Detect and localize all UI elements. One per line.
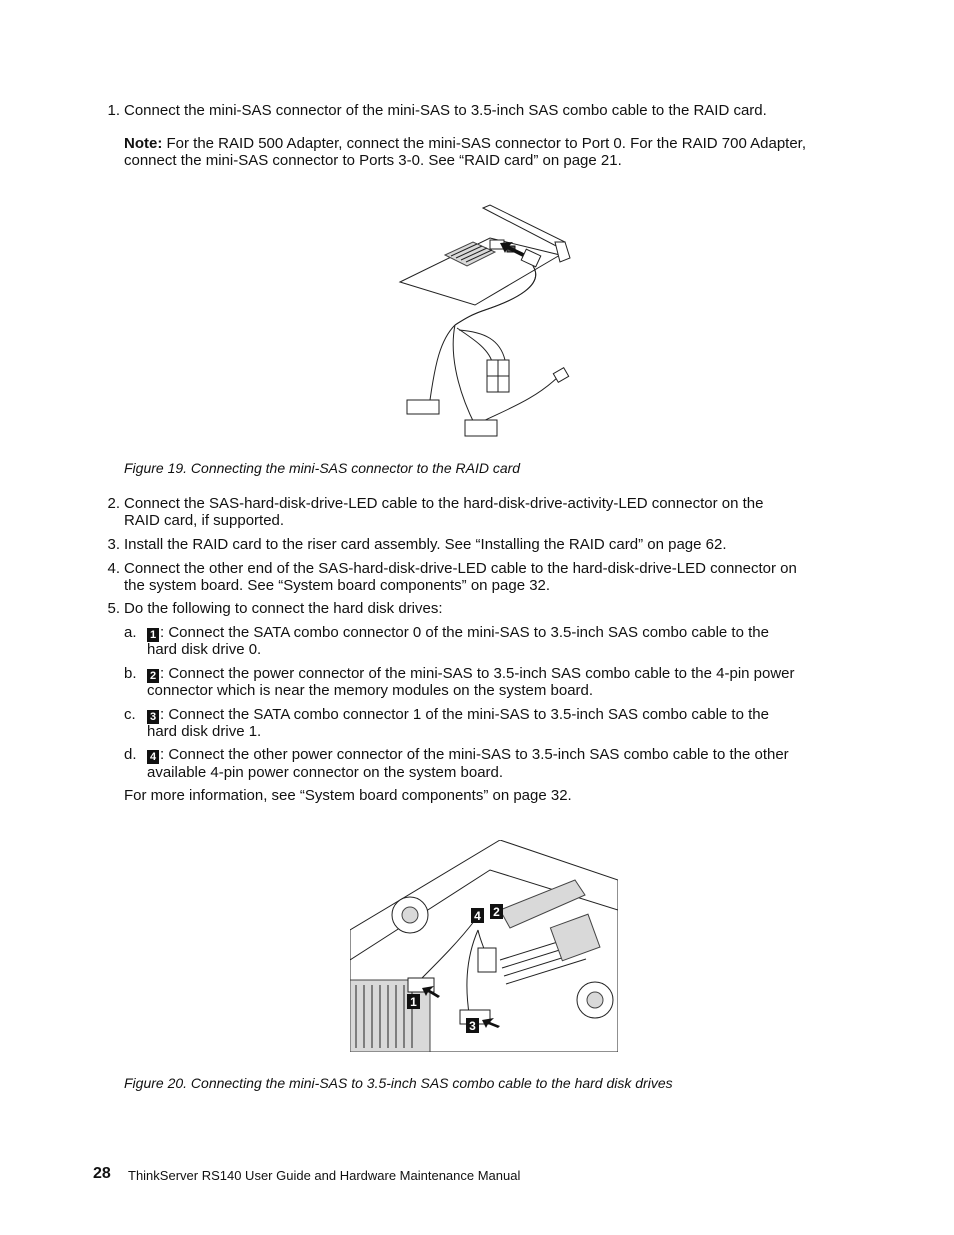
callout-1: 1 bbox=[147, 628, 159, 642]
step-4-line-2: the system board. See “System board components” on page 32. bbox=[124, 577, 551, 594]
substep-a-line-2: hard disk drive 0. bbox=[147, 641, 262, 658]
more-info-text: For more information, see “System board components” on page 32. bbox=[124, 787, 572, 804]
substep-b-line-1 bbox=[147, 665, 795, 683]
substep-c-line-1 bbox=[147, 706, 769, 724]
callout-label-2 bbox=[490, 904, 503, 919]
step-1-text: Connect the mini-SAS connector of the mini-SAS to 3.5-inch SAS combo cable to the RAID card. bbox=[124, 102, 767, 119]
substep-a-letter: a. bbox=[124, 624, 137, 641]
note-label: Note: bbox=[124, 135, 163, 152]
figure-20-illustration bbox=[350, 840, 618, 1052]
step-2-line-2: RAID card, if supported. bbox=[124, 512, 285, 529]
substep-c-text: : Connect the SATA combo connector 1 of the mini-SAS to 3.5-inch SAS combo cable to the bbox=[160, 706, 769, 723]
step-1-note-line-1 bbox=[124, 135, 806, 153]
sata-connector-1 bbox=[465, 420, 497, 436]
step-3-number: 3. bbox=[107, 536, 120, 553]
step-1-note-line-2: connect the mini-SAS connector to Ports 3-0. See “RAID card” on page 21. bbox=[124, 152, 622, 169]
substep-b-line-2: connector which is near the memory modules on the system board. bbox=[147, 682, 594, 699]
substep-c-letter: c. bbox=[124, 706, 136, 723]
step-5-text: Do the following to connect the hard disk drives: bbox=[124, 600, 443, 617]
substep-d-line-2: available 4-pin power connector on the system board. bbox=[147, 764, 504, 781]
figure-20-caption: Figure 20. Connecting the mini-SAS to 3.5-inch SAS combo cable to the hard disk drives bbox=[124, 1075, 673, 1091]
step-2-number: 2. bbox=[107, 495, 120, 512]
callout-label-3 bbox=[466, 1018, 479, 1033]
step-1-number: 1. bbox=[107, 102, 120, 119]
substep-d-text: : Connect the other power connector of the mini-SAS to 3.5-inch SAS combo cable to the other bbox=[160, 746, 789, 763]
substep-d-line-1 bbox=[147, 746, 789, 764]
callout-3: 3 bbox=[147, 710, 159, 724]
step-2-line-1: Connect the SAS-hard-disk-drive-LED cable to the hard-disk-drive-activity-LED connector on the bbox=[124, 495, 764, 512]
substep-c-line-2: hard disk drive 1. bbox=[147, 723, 262, 740]
callout-label-1 bbox=[407, 994, 420, 1009]
footer-title: ThinkServer RS140 User Guide and Hardware Maintenance Manual bbox=[128, 1168, 521, 1183]
page-number: 28 bbox=[93, 1165, 111, 1182]
callout-label-4-text: 4 bbox=[474, 909, 481, 923]
step-3-text: Install the RAID card to the riser card assembly. See “Installing the RAID card” on page 62. bbox=[124, 536, 727, 553]
callout-4: 4 bbox=[147, 750, 159, 764]
callout-label-2-text: 2 bbox=[493, 905, 500, 919]
figure-19-caption: Figure 19. Connecting the mini-SAS connector to the RAID card bbox=[124, 460, 521, 476]
step-4-number: 4. bbox=[107, 560, 120, 577]
callout-2: 2 bbox=[147, 669, 159, 683]
callout-label-1-text: 1 bbox=[410, 995, 417, 1009]
sata-connector-hdd0 bbox=[408, 978, 434, 992]
substep-b-text: : Connect the power connector of the mini-SAS to 3.5-inch SAS combo cable to the 4-pin power bbox=[160, 665, 795, 682]
note-text: For the RAID 500 Adapter, connect the mini-SAS connector to Port 0. For the RAID 700 Adapter, bbox=[166, 135, 807, 152]
power-connector-4pin bbox=[478, 948, 496, 972]
step-5-number: 5. bbox=[107, 600, 120, 617]
substep-a-line-1 bbox=[147, 624, 769, 642]
substep-a-text: : Connect the SATA combo connector 0 of the mini-SAS to 3.5-inch SAS combo cable to the bbox=[160, 624, 769, 641]
sata-connector-0 bbox=[407, 400, 439, 414]
step-4-line-1: Connect the other end of the SAS-hard-disk-drive-LED cable to the hard-disk-drive-LED connector on bbox=[124, 560, 797, 577]
led-connector bbox=[553, 368, 568, 383]
substep-b-letter: b. bbox=[124, 665, 137, 682]
figure-19-illustration bbox=[395, 200, 595, 445]
substep-d-letter: d. bbox=[124, 746, 137, 763]
callout-label-3-text: 3 bbox=[469, 1019, 476, 1033]
callout-label-4 bbox=[471, 908, 484, 923]
